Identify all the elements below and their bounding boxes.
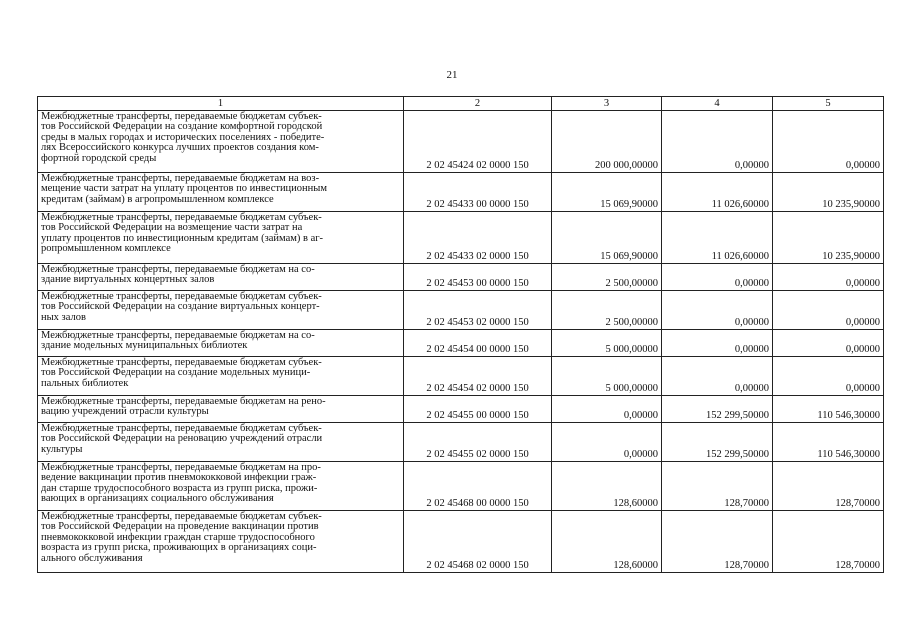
table-row — [38, 462, 884, 511]
row-value-col5: 128,70000 — [773, 511, 884, 573]
row-value-col3: 200 000,00000 — [552, 111, 662, 173]
row-value-col5: 0,00000 — [773, 264, 884, 291]
row-value-col3: 0,00000 — [552, 396, 662, 423]
row-value-col5: 10 235,90000 — [773, 173, 884, 212]
table-row — [38, 173, 884, 212]
row-value-col4: 152 299,50000 — [662, 396, 773, 423]
row-budget-code: 2 02 45454 00 0000 150 — [404, 330, 552, 357]
row-description: Межбюджетные трансферты, передаваемые бюджетам на воз- мещение части затрат на уплату процентов по инвестиционным кредитам (займам) в агропромышленном комплексе — [38, 173, 404, 212]
row-budget-code: 2 02 45468 02 0000 150 — [404, 511, 552, 573]
page-number: 21 — [446, 69, 458, 81]
column-header-1: 1 — [38, 97, 404, 111]
table-row — [38, 511, 884, 573]
table-row — [38, 111, 884, 173]
row-value-col5: 0,00000 — [773, 111, 884, 173]
row-value-col3: 128,60000 — [552, 511, 662, 573]
column-header-4: 4 — [662, 97, 773, 111]
row-value-col3: 5 000,00000 — [552, 357, 662, 396]
row-value-col4: 0,00000 — [662, 111, 773, 173]
table-row — [38, 357, 884, 396]
row-value-col4: 11 026,60000 — [662, 173, 773, 212]
row-value-col3: 2 500,00000 — [552, 264, 662, 291]
row-description: Межбюджетные трансферты, передаваемые бюджетам субъек- тов Российской Федерации на создание виртуальных концерт- ных залов — [38, 291, 404, 330]
row-description: Межбюджетные трансферты, передаваемые бюджетам субъек- тов Российской Федерации на реновацию учреждений отрасли культуры — [38, 423, 404, 462]
row-budget-code: 2 02 45468 00 0000 150 — [404, 462, 552, 511]
row-value-col3: 5 000,00000 — [552, 330, 662, 357]
table-row — [38, 396, 884, 423]
row-value-col3: 15 069,90000 — [552, 212, 662, 264]
budget-table — [37, 96, 884, 573]
row-budget-code: 2 02 45433 02 0000 150 — [404, 212, 552, 264]
row-value-col4: 0,00000 — [662, 330, 773, 357]
row-budget-code: 2 02 45433 00 0000 150 — [404, 173, 552, 212]
row-budget-code: 2 02 45454 02 0000 150 — [404, 357, 552, 396]
row-value-col4: 152 299,50000 — [662, 423, 773, 462]
row-value-col5: 0,00000 — [773, 291, 884, 330]
row-budget-code: 2 02 45455 00 0000 150 — [404, 396, 552, 423]
row-value-col3: 128,60000 — [552, 462, 662, 511]
row-value-col4: 0,00000 — [662, 291, 773, 330]
row-value-col4: 128,70000 — [662, 462, 773, 511]
row-description: Межбюджетные трансферты, передаваемые бюджетам субъек- тов Российской Федерации на создание модельных муници- пальных библиотек — [38, 357, 404, 396]
table-row — [38, 291, 884, 330]
table-row — [38, 212, 884, 264]
column-header-5: 5 — [773, 97, 884, 111]
row-description: Межбюджетные трансферты, передаваемые бюджетам субъек- тов Российской Федерации на создание комфортной городской среды в малых городах и исторических поселениях - победите- лях Всероссийского конкурса лучших проектов создания ком- фортной городской среды — [38, 111, 404, 173]
table-header-row — [38, 97, 884, 111]
row-value-col3: 15 069,90000 — [552, 173, 662, 212]
row-value-col4: 128,70000 — [662, 511, 773, 573]
row-budget-code: 2 02 45453 02 0000 150 — [404, 291, 552, 330]
row-description: Межбюджетные трансферты, передаваемые бюджетам на рено- вацию учреждений отрасли культуры — [38, 396, 404, 423]
column-header-2: 2 — [404, 97, 552, 111]
row-value-col4: 0,00000 — [662, 357, 773, 396]
row-value-col3: 0,00000 — [552, 423, 662, 462]
table-row — [38, 330, 884, 357]
row-budget-code: 2 02 45453 00 0000 150 — [404, 264, 552, 291]
column-header-3: 3 — [552, 97, 662, 111]
row-value-col5: 110 546,30000 — [773, 396, 884, 423]
row-description: Межбюджетные трансферты, передаваемые бюджетам на со- здание виртуальных концертных залов — [38, 264, 404, 291]
row-description: Межбюджетные трансферты, передаваемые бюджетам субъек- тов Российской Федерации на возмещение части затрат на уплату процентов по инвестиционным кредитам (займам) в аг- ропромышленном комплексе — [38, 212, 404, 264]
row-value-col5: 10 235,90000 — [773, 212, 884, 264]
row-budget-code: 2 02 45424 02 0000 150 — [404, 111, 552, 173]
table-row — [38, 264, 884, 291]
row-value-col4: 11 026,60000 — [662, 212, 773, 264]
table-row — [38, 423, 884, 462]
row-value-col5: 128,70000 — [773, 462, 884, 511]
row-value-col3: 2 500,00000 — [552, 291, 662, 330]
row-description: Межбюджетные трансферты, передаваемые бюджетам на про- ведение вакцинации против пневмококковой инфекции граж- дан старше трудоспособного возраста из групп риска, прожи- вающих в организациях социального обслуживания — [38, 462, 404, 511]
row-value-col5: 110 546,30000 — [773, 423, 884, 462]
row-description: Межбюджетные трансферты, передаваемые бюджетам на со- здание модельных муниципальных библиотек — [38, 330, 404, 357]
row-description: Межбюджетные трансферты, передаваемые бюджетам субъек- тов Российской Федерации на проведение вакцинации против пневмококковой инфекции граждан старше трудоспособного возраста из групп риска, проживающих в организациях соци- ального обслуживания — [38, 511, 404, 573]
row-value-col5: 0,00000 — [773, 330, 884, 357]
row-value-col5: 0,00000 — [773, 357, 884, 396]
row-budget-code: 2 02 45455 02 0000 150 — [404, 423, 552, 462]
row-value-col4: 0,00000 — [662, 264, 773, 291]
